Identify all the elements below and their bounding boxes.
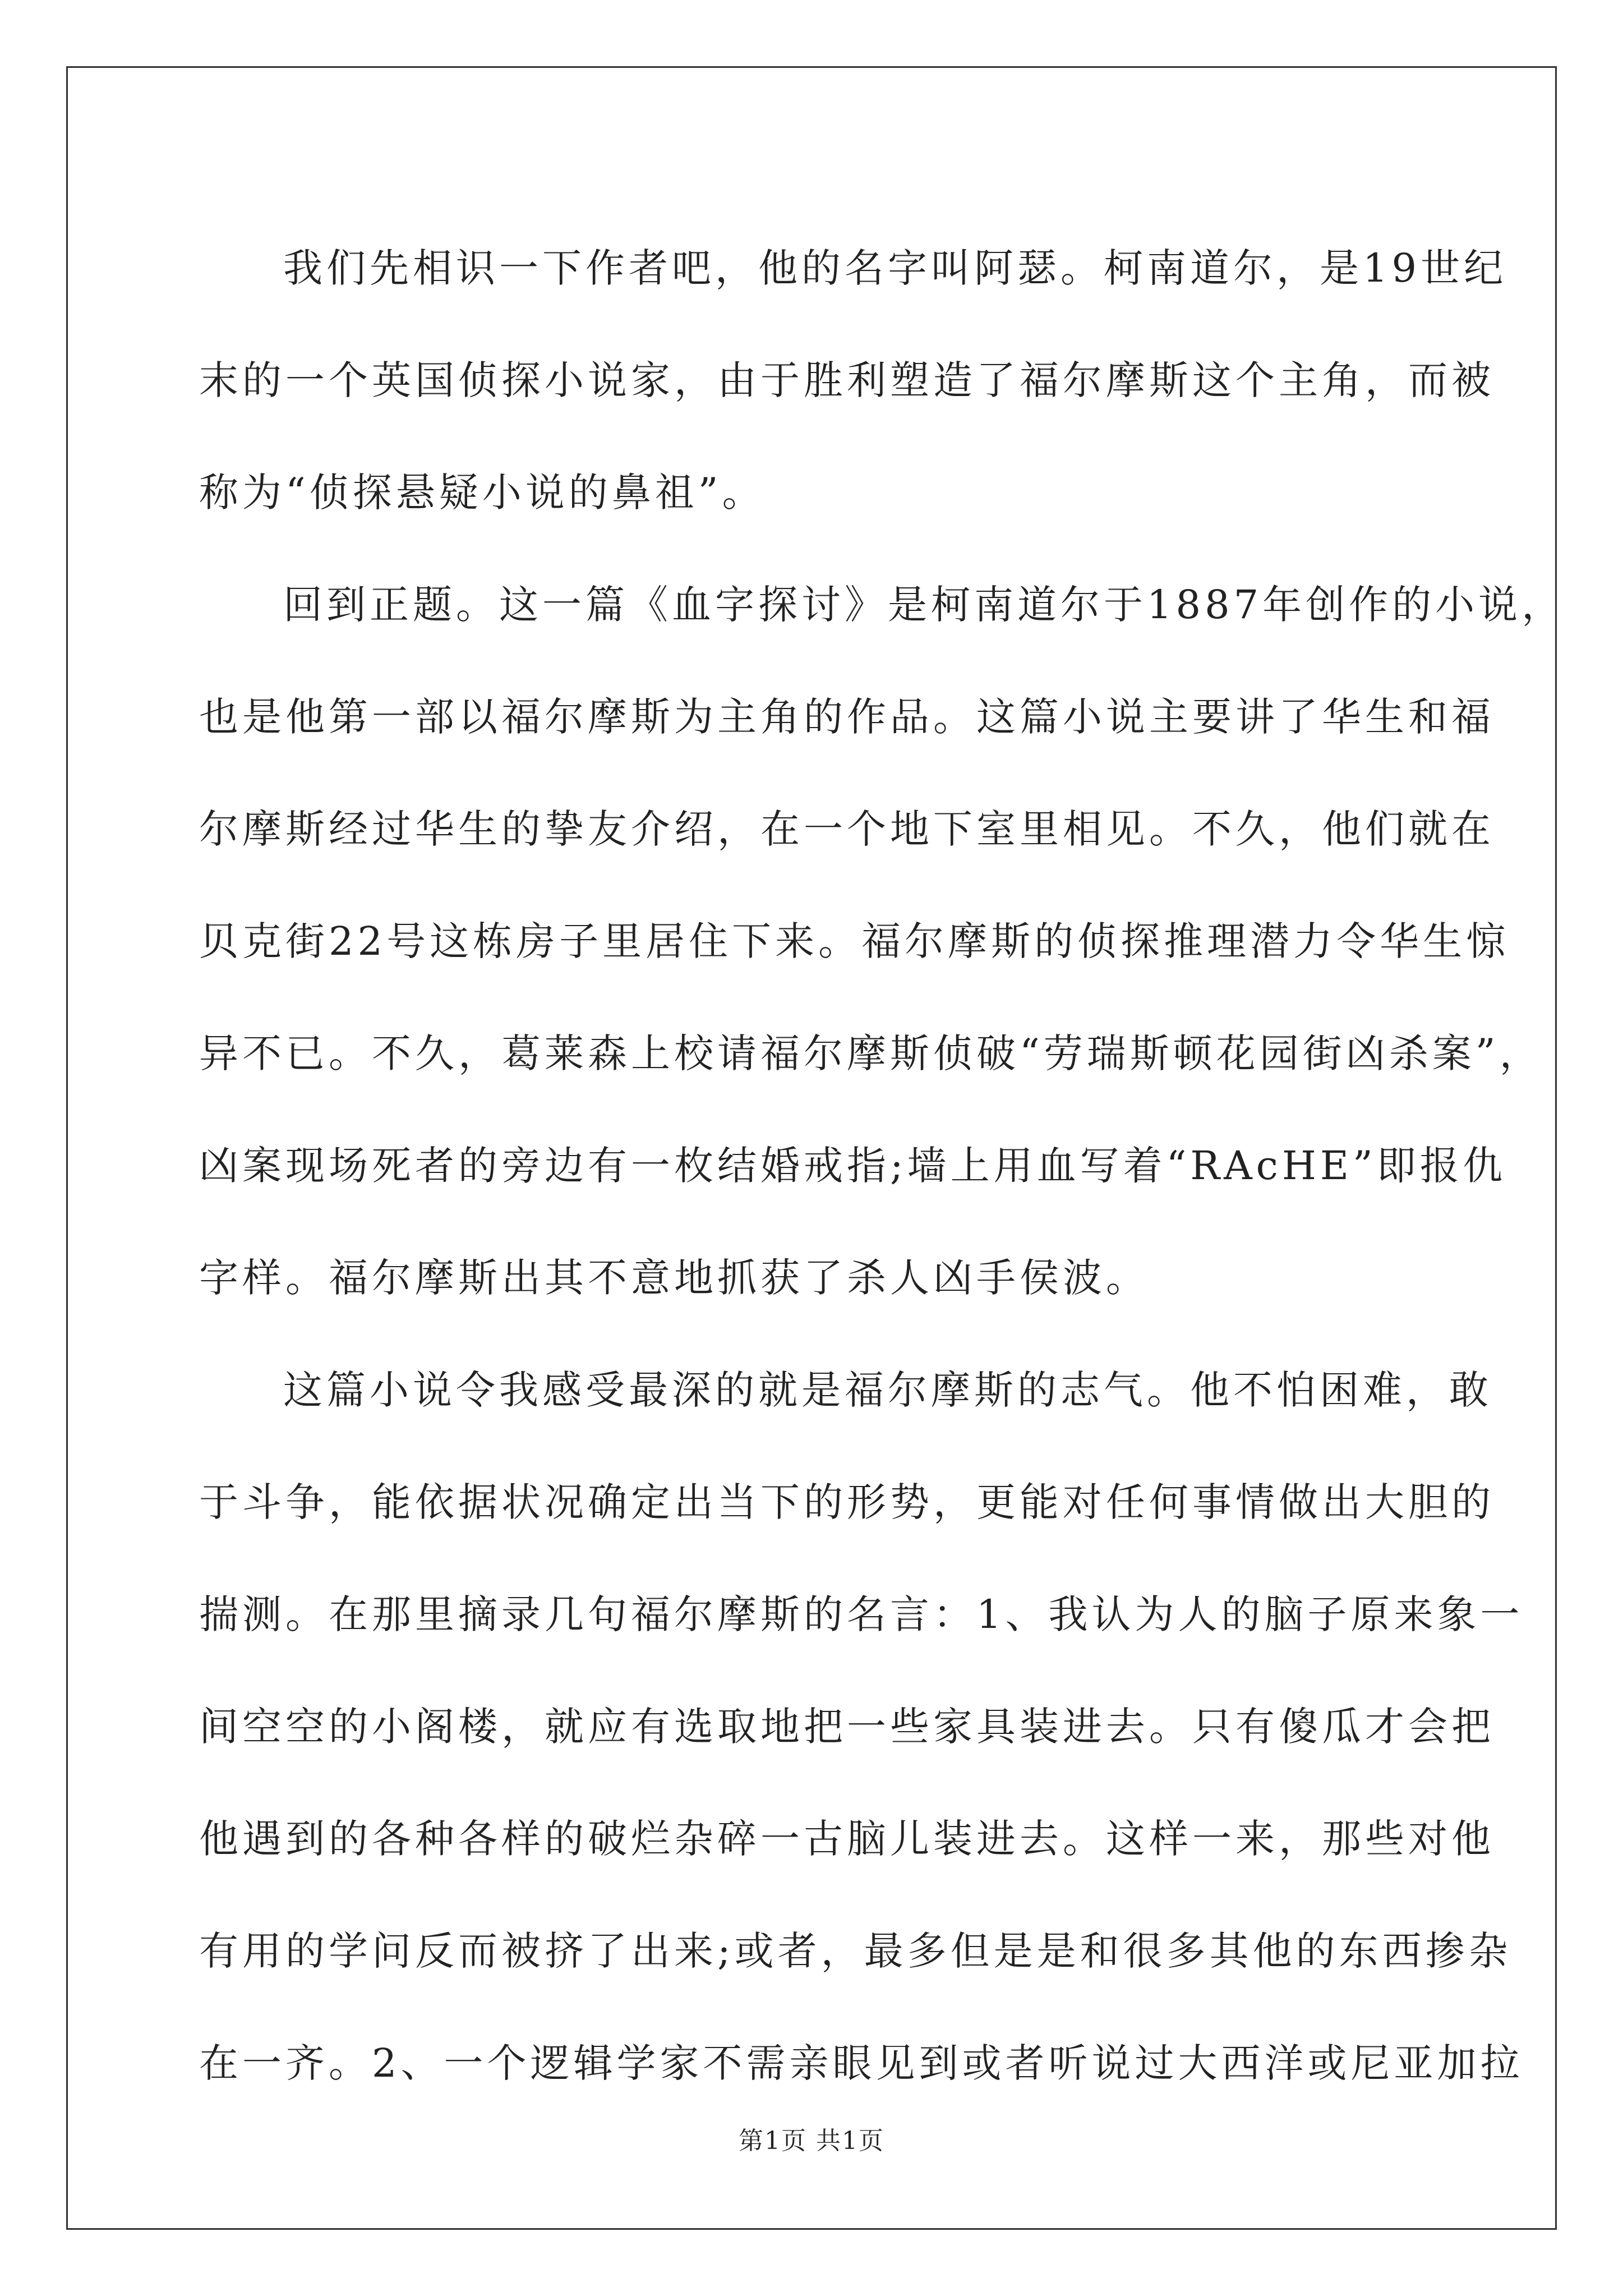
text-line: 于斗争，能依据状况确定出当下的形势，更能对任何事情做出大胆的	[199, 1479, 1495, 1525]
text-line: 尔摩斯经过华生的挚友介绍，在一个地下室里相见。不久，他们就在	[199, 806, 1495, 852]
text-line: 字样。福尔摩斯出其不意地抓获了杀人凶手侯波。	[199, 1255, 1149, 1301]
text-line: 回到正题。这一篇《血字探讨》是柯南道尔于1887年创作的小说，	[283, 582, 1565, 628]
text-line: 末的一个英国侦探小说家，由于胜利塑造了福尔摩斯这个主角，而被	[199, 357, 1495, 403]
document-body	[199, 212, 1565, 2119]
text-line: 贝克街22号这栋房子里居住下来。福尔摩斯的侦探推理潜力令华生惊	[199, 918, 1510, 964]
text-line: 他遇到的各种各样的破烂杂碎一古脑儿装进去。这样一来，那些对他	[199, 1816, 1495, 1862]
text-line: 在一齐。2、一个逻辑学家不需亲眼见到或者听说过大西洋或尼亚加拉	[199, 2040, 1524, 2086]
text-line: 这篇小说令我感受最深的就是福尔摩斯的志气。他不怕困难，敢	[283, 1367, 1492, 1413]
text-line: 凶案现场死者的旁边有一枚结婚戒指;墙上用血写着“RAcHE”即报仇	[199, 1143, 1506, 1189]
text-line: 异不已。不久，葛莱森上校请福尔摩斯侦破“劳瑞斯顿花园街凶杀案”，	[199, 1030, 1543, 1076]
text-line: 我们先相识一下作者吧，他的名字叫阿瑟。柯南道尔，是19世纪	[283, 245, 1507, 291]
text-line: 称为“侦探悬疑小说的鼻祖”。	[199, 470, 766, 516]
text-line: 有用的学问反而被挤了出来;或者，最多但是是和很多其他的东西掺杂	[199, 1928, 1512, 1974]
page-footer: 第1页 共1页	[739, 2127, 884, 2155]
text-line: 揣测。在那里摘录几句福尔摩斯的名言：1、我认为人的脑子原来象一	[199, 1591, 1524, 1637]
text-line: 也是他第一部以福尔摩斯为主角的作品。这篇小说主要讲了华生和福	[199, 694, 1495, 740]
text-line: 间空空的小阁楼，就应有选取地把一些家具装进去。只有傻瓜才会把	[199, 1704, 1495, 1750]
